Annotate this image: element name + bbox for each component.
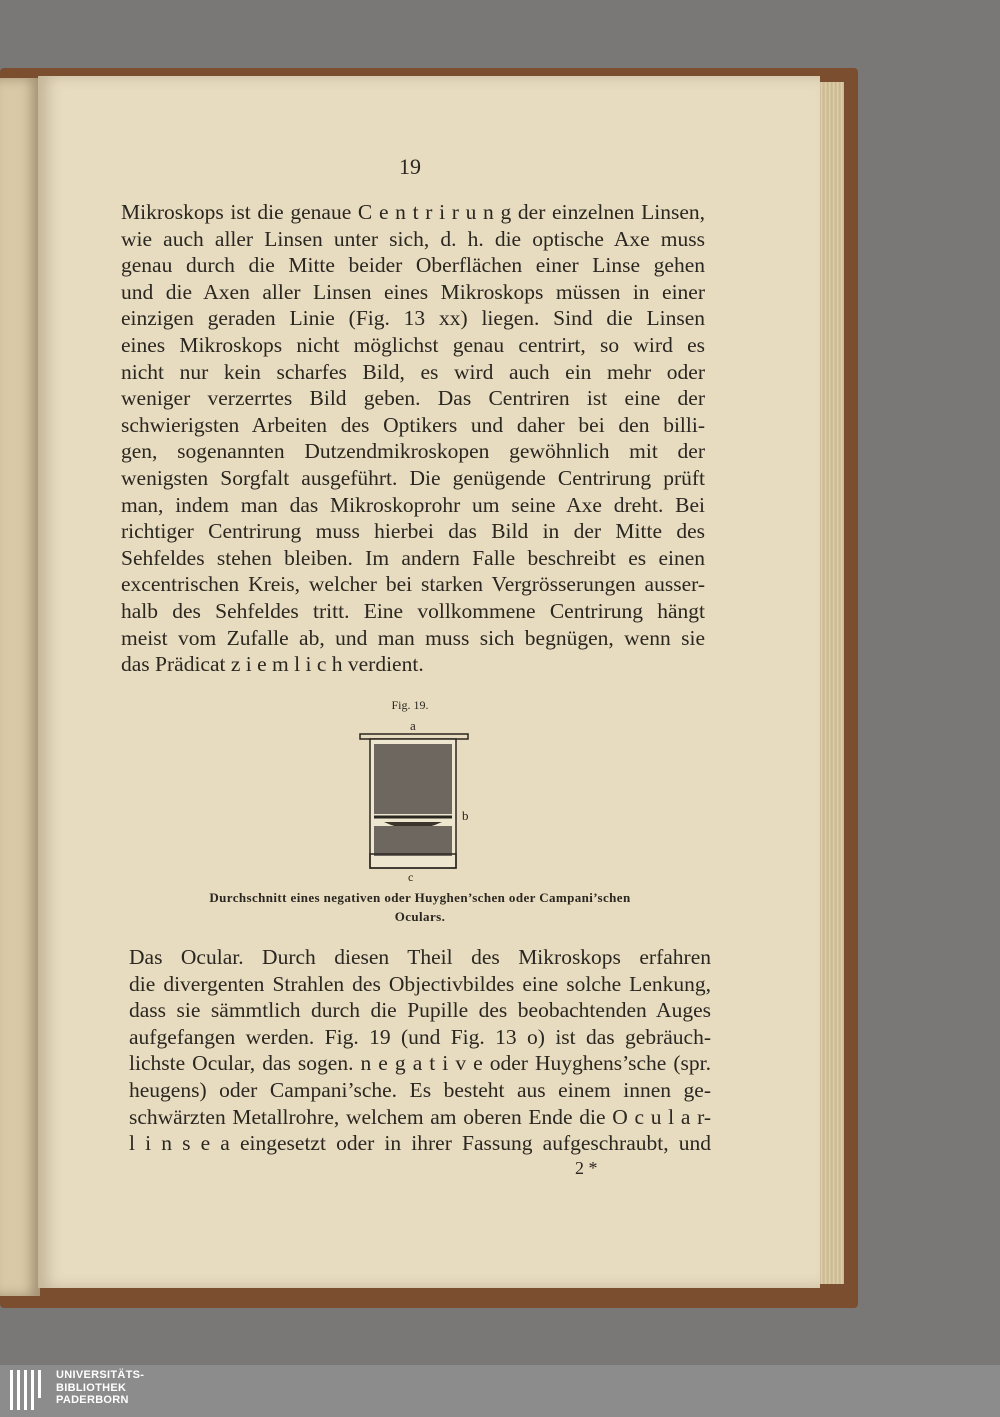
text-line: wie auch aller Linsen unter sich, d. h. die optische Axe muss [121, 226, 705, 251]
text-line: aufgefangen werden. Fig. 19 (und Fig. 13 o) ist das gebräuch- [129, 1024, 711, 1049]
text-line: weniger verzerrtes Bild geben. Das Centriren ist eine der [121, 386, 705, 411]
text-line: lichste Ocular, das sogen. n e g a t i v e oder Huyghens’sche (spr. [129, 1051, 711, 1076]
library-name-line: PADERBORN [56, 1394, 129, 1406]
page-edges [818, 82, 844, 1284]
figure-letter-a: a [410, 718, 416, 733]
text-line: nicht nur kein scharfes Bild, es wird auch ein mehr oder [121, 359, 705, 384]
figure-letter-b: b [462, 808, 469, 823]
figure-letter-c: c [408, 870, 414, 884]
caption-line: Oculars. [394, 909, 446, 924]
text-line: schwierigsten Arbeiten des Optikers und daher bei den billi- [121, 412, 705, 437]
library-name-line: BIBLIOTHEK [56, 1381, 127, 1394]
text-line: Mikroskops ist die genaue C e n t r i r u n g der einzelnen Linsen, [121, 200, 705, 224]
text-line: excentrischen Kreis, welcher bei starken Vergrösserungen ausser- [121, 572, 705, 597]
caption-line: Durchschnitt eines negativen oder Huyghen’schen oder Campani’schen [209, 890, 631, 905]
figure-label: Fig. 19. [391, 698, 429, 712]
left-page-edge [0, 78, 40, 1296]
text-line: richtiger Centrirung muss hierbei das Bild in der Mitte des [121, 519, 705, 544]
signature-mark: 2 * [575, 1158, 598, 1178]
text-line: und die Axen aller Linsen eines Mikroskops müssen in einer [121, 279, 705, 304]
paragraph-centrirung [121, 199, 705, 678]
text-line: halb des Sehfeldes tritt. Eine vollkommene Centrirung hängt [121, 598, 705, 623]
text-line: man, indem man das Mikroskoprohr um seine Axe dreht. Bei [121, 492, 705, 517]
text-line: Sehfeldes stehen bleiben. Im andern Falle beschreibt es einen [121, 545, 705, 570]
ocular-cross-section-figure [352, 714, 482, 884]
text-line: die divergenten Strahlen des Objectivbildes eine solche Lenkung, [129, 971, 711, 996]
library-name-line: UNIVERSITÄTS- [56, 1369, 145, 1381]
text-line: l i n s e a eingesetzt oder in ihrer Fassung aufgeschraubt, und [129, 1131, 711, 1156]
text-line: schwärzten Metallrohre, welchem am oberen Ende die O c u l a r- [129, 1104, 711, 1129]
library-footer-bar [0, 1365, 1000, 1417]
paragraph-ocular [129, 944, 711, 1157]
text-line: dass sie sämmtlich durch die Pupille des beobachtenden Auges [129, 998, 711, 1023]
tube-interior-upper [374, 744, 452, 814]
library-name [56, 1369, 144, 1407]
text-line: Das Ocular. Durch diesen Theil des Mikroskops erfahren [129, 945, 711, 969]
text-line: das Prädicat z i e m l i c h verdient. [121, 652, 424, 677]
text-line: eines Mikroskops nicht möglichst genau centrirt, so wird es [121, 332, 705, 357]
text-line: wenigsten Sorgfalt ausgeführt. Die genügende Centrirung prüft [121, 465, 705, 490]
text-line: einzigen geraden Linie (Fig. 13 xx) liegen. Sind die Linsen [121, 306, 705, 331]
text-line: gen, sogenannten Dutzendmikroskopen gewöhnlich mit der [121, 439, 705, 464]
tube-interior-lower [374, 826, 452, 856]
text-line: meist vom Zufalle ab, und man muss sich begnügen, wenn sie [121, 625, 705, 650]
figure-caption [150, 888, 690, 926]
text-line: genau durch die Mitte beider Oberflächen einer Linse gehen [121, 253, 705, 278]
text-line: heugens) oder Campani’sche. Es besteht aus einem innen ge- [129, 1077, 711, 1102]
library-logo-icon [8, 1368, 48, 1414]
page-number: 19 [399, 154, 421, 179]
